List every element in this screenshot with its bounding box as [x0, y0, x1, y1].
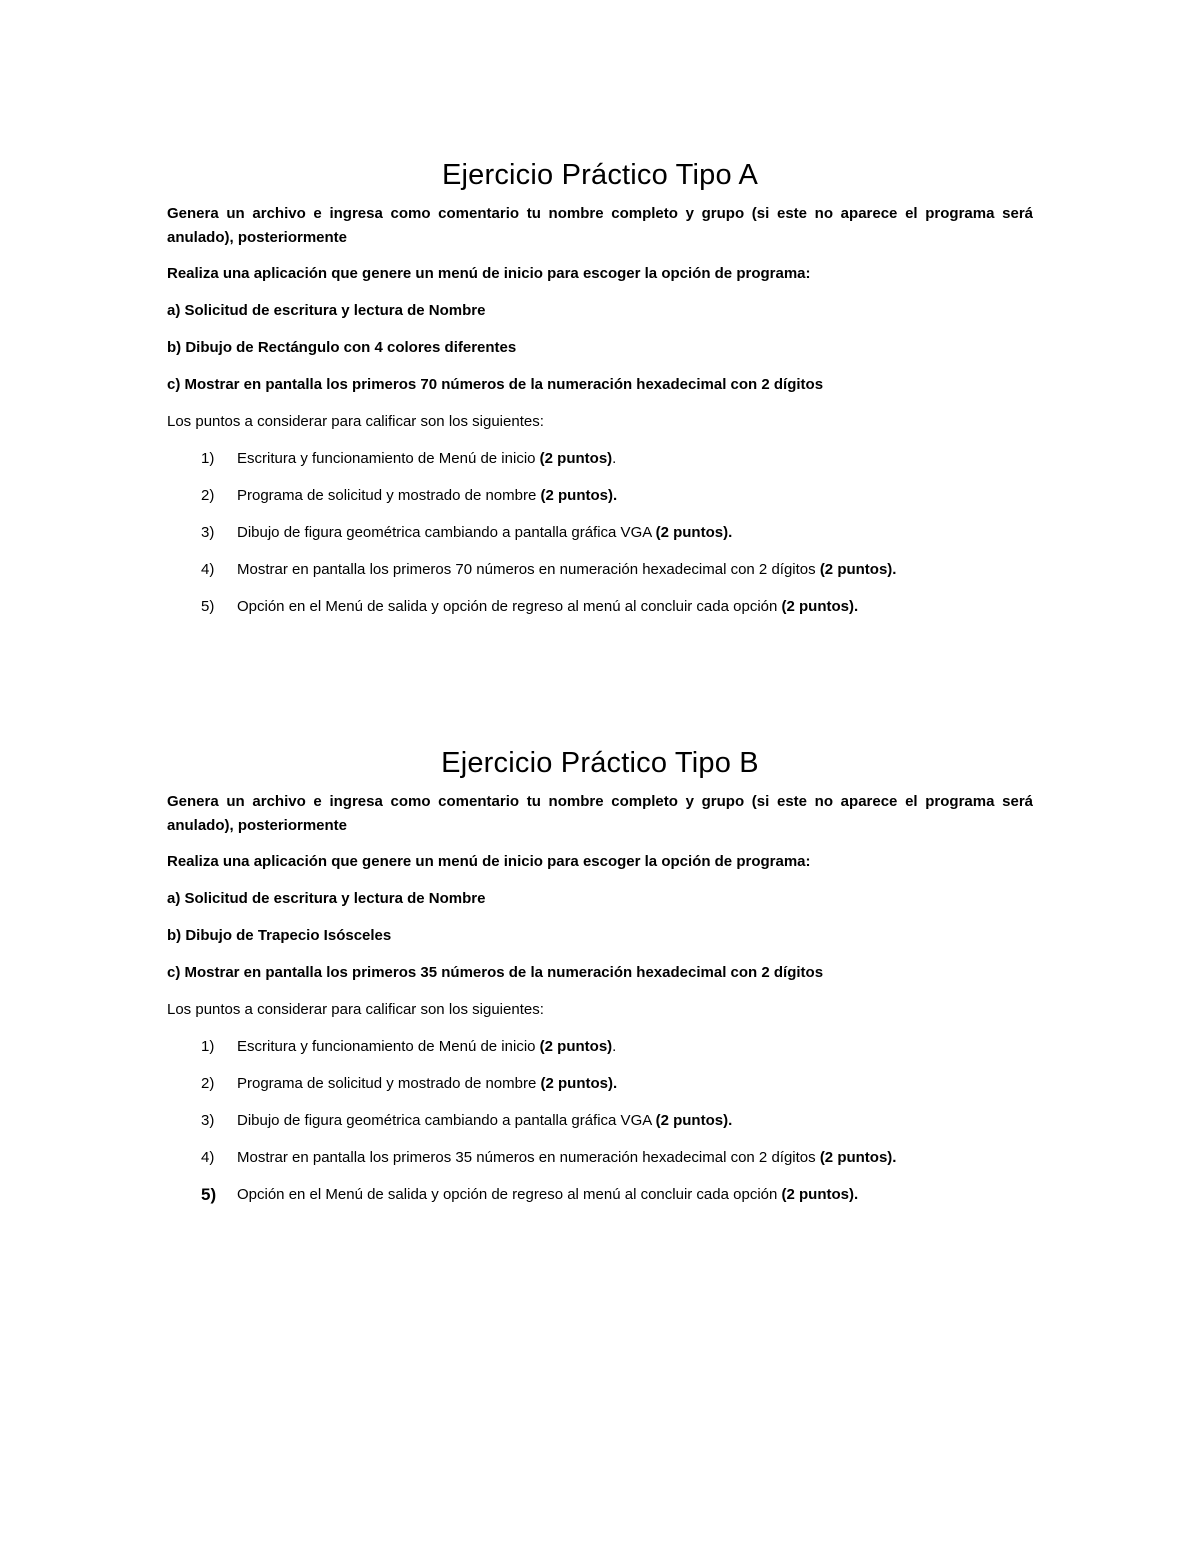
intro-paragraph: Genera un archivo e ingresa como comentario tu nombre completo y grupo (si este no aparece el programa será anulado), posteriormente: [167, 205, 1033, 246]
criteria-points: (2 puntos).: [540, 487, 618, 504]
criteria-points: (2 puntos).: [540, 1075, 618, 1092]
option-a: a) Solicitud de escritura y lectura de Nombre: [167, 890, 486, 907]
criteria-number: 3): [201, 1112, 215, 1129]
criteria-intro: Los puntos a considerar para calificar son los siguientes:: [167, 413, 544, 430]
criteria-points: (2 puntos).: [655, 1112, 733, 1129]
option-b: b) Dibujo de Trapecio Isósceles: [167, 927, 392, 944]
criteria-points: (2 puntos): [539, 1038, 613, 1055]
criteria-points: (2 puntos).: [655, 524, 733, 541]
option-c: c) Mostrar en pantalla los primeros 70 números de la numeración hexadecimal con 2 dígitos: [167, 376, 824, 393]
criteria-item: [167, 1109, 1033, 1133]
criteria-end: .: [612, 1038, 617, 1055]
criteria-number: 2): [201, 1075, 215, 1092]
criteria-number: 3): [201, 524, 215, 541]
criteria-text: Programa de solicitud y mostrado de nombre: [237, 487, 541, 504]
criteria-item: [167, 521, 1033, 545]
criteria-item: [167, 1146, 1033, 1170]
option-a: a) Solicitud de escritura y lectura de Nombre: [167, 302, 486, 319]
criteria-text: Programa de solicitud y mostrado de nombre: [237, 1075, 541, 1092]
criteria-text: Mostrar en pantalla los primeros 70 números en numeración hexadecimal con 2 dígitos: [237, 561, 820, 578]
section-title: Ejercicio Práctico Tipo A: [441, 159, 759, 191]
criteria-text: Escritura y funcionamiento de Menú de inicio: [237, 450, 540, 467]
criteria-text: Opción en el Menú de salida y opción de regreso al menú al concluir cada opción: [237, 598, 782, 615]
criteria-text: Opción en el Menú de salida y opción de regreso al menú al concluir cada opción: [237, 1186, 782, 1203]
criteria-points: (2 puntos).: [819, 1149, 897, 1166]
criteria-text: Dibujo de figura geométrica cambiando a pantalla gráfica VGA: [237, 1112, 656, 1129]
criteria-item: [167, 1072, 1033, 1096]
criteria-list: [167, 1035, 1033, 1207]
criteria-item: [167, 595, 1033, 619]
criteria-number: 1): [201, 450, 215, 467]
criteria-points: (2 puntos): [539, 450, 613, 467]
exercise-section-b: [167, 740, 1033, 1220]
criteria-item: [167, 447, 1033, 471]
criteria-points: (2 puntos).: [781, 598, 859, 615]
criteria-points: (2 puntos).: [781, 1186, 859, 1203]
criteria-points: (2 puntos).: [819, 561, 897, 578]
criteria-number: 2): [201, 487, 215, 504]
criteria-number: 4): [201, 1149, 215, 1166]
criteria-number: 5): [201, 598, 215, 615]
criteria-number: 4): [201, 561, 215, 578]
criteria-text: Mostrar en pantalla los primeros 35 números en numeración hexadecimal con 2 dígitos: [237, 1149, 820, 1166]
criteria-list: [167, 447, 1033, 619]
criteria-item: [167, 1183, 1033, 1207]
criteria-number: 1): [201, 1038, 215, 1055]
criteria-number: 5): [201, 1185, 217, 1204]
option-c: c) Mostrar en pantalla los primeros 35 números de la numeración hexadecimal con 2 dígitos: [167, 964, 824, 981]
instruction-paragraph: Realiza una aplicación que genere un menú de inicio para escoger la opción de programa:: [167, 853, 811, 870]
section-title: Ejercicio Práctico Tipo B: [441, 747, 759, 779]
criteria-item: [167, 484, 1033, 508]
criteria-text: Escritura y funcionamiento de Menú de inicio: [237, 1038, 540, 1055]
criteria-intro: Los puntos a considerar para calificar son los siguientes:: [167, 1001, 544, 1018]
instruction-paragraph: Realiza una aplicación que genere un menú de inicio para escoger la opción de programa:: [167, 265, 811, 282]
intro-paragraph: Genera un archivo e ingresa como comentario tu nombre completo y grupo (si este no aparece el programa será anulado), posteriormente: [167, 793, 1033, 834]
criteria-text: Dibujo de figura geométrica cambiando a pantalla gráfica VGA: [237, 524, 656, 541]
option-b: b) Dibujo de Rectángulo con 4 colores diferentes: [167, 339, 517, 356]
exercise-section-a: [167, 152, 1033, 632]
criteria-end: .: [612, 450, 617, 467]
criteria-item: [167, 1035, 1033, 1059]
criteria-item: [167, 558, 1033, 582]
